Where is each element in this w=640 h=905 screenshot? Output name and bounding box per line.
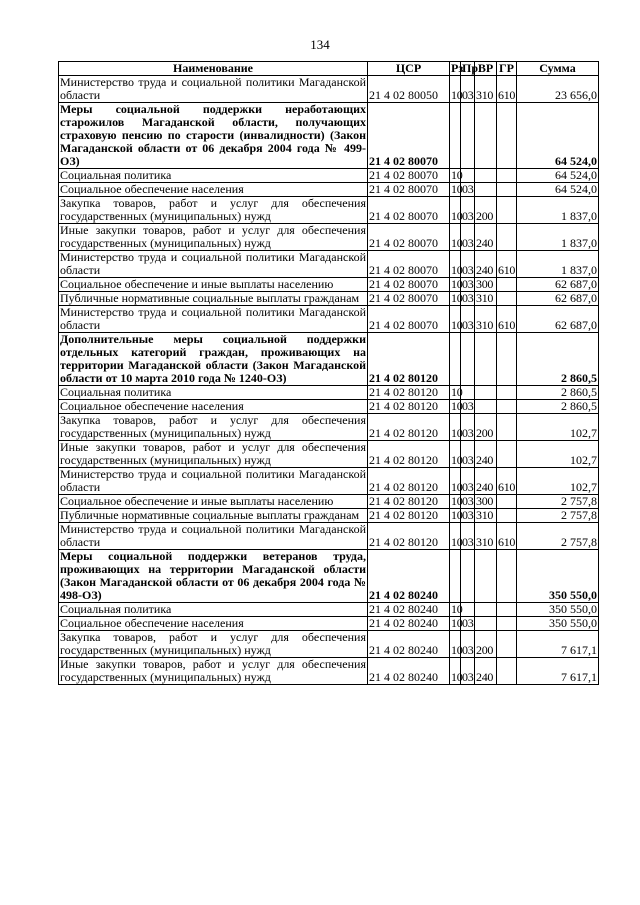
cell-vr: 310 (475, 509, 497, 523)
cell-csr: 21 4 02 80070 (368, 251, 450, 278)
cell-pr (461, 103, 475, 169)
cell-rz (450, 103, 461, 169)
cell-sum: 62 687,0 (517, 278, 599, 292)
cell-vr (475, 386, 497, 400)
header-gr: ГР (497, 62, 517, 76)
table-row (59, 617, 599, 631)
cell-vr: 310 (475, 292, 497, 306)
table-row (59, 658, 599, 685)
cell-pr (461, 169, 475, 183)
cell-vr (475, 550, 497, 603)
cell-gr (497, 103, 517, 169)
cell-gr (497, 509, 517, 523)
cell-gr: 610 (497, 76, 517, 103)
cell-name: Публичные нормативные социальные выплаты гражданам (59, 292, 368, 306)
cell-vr (475, 333, 497, 386)
cell-rz: 10 (451, 494, 463, 508)
cell-pr: 03 (461, 251, 475, 278)
cell-gr (497, 183, 517, 197)
cell-vr (475, 400, 497, 414)
cell-vr: 240 (475, 658, 497, 685)
cell-name: Социальная политика (59, 169, 368, 183)
cell-name: Иные закупки товаров, работ и услуг для обеспечения государственных (муниципальных) нужд (60, 223, 366, 250)
cell-name: Социальное обеспечение и иные выплаты населению (59, 278, 368, 292)
cell-sum: 102,7 (517, 441, 599, 468)
cell-gr (497, 658, 517, 685)
header-vr: ВР (475, 62, 497, 76)
cell-rz: 10 (450, 224, 461, 251)
cell-sum: 64 524,0 (517, 183, 599, 197)
cell-gr (497, 197, 517, 224)
cell-sum: 1 837,0 (517, 251, 599, 278)
cell-gr (497, 414, 517, 441)
cell-sum: 1 837,0 (517, 197, 599, 224)
cell-gr (497, 224, 517, 251)
cell-name: Социальное обеспечение населения (59, 617, 368, 631)
cell-pr: 03 (462, 291, 474, 305)
cell-pr: 03 (461, 631, 475, 658)
cell-name: Иные закупки товаров, работ и услуг для обеспечения государственных (муниципальных) нужд (60, 440, 366, 467)
cell-rz: 10 (451, 508, 463, 522)
cell-pr: 03 (462, 508, 474, 522)
table-row (59, 495, 599, 509)
cell-pr (461, 603, 475, 617)
cell-vr: 200 (475, 414, 497, 441)
cell-gr: 610 (497, 306, 517, 333)
cell-name: Публичные нормативные социальные выплаты гражданам (59, 509, 368, 523)
cell-rz: 10 (450, 197, 461, 224)
cell-vr (475, 169, 497, 183)
cell-sum: 350 550,0 (517, 550, 599, 603)
cell-rz: 10 (451, 277, 463, 291)
cell-csr: 21 4 02 80240 (368, 603, 450, 617)
cell-pr: 03 (462, 277, 474, 291)
cell-csr: 21 4 02 80070 (368, 292, 450, 306)
cell-vr: 200 (475, 631, 497, 658)
cell-name: Меры социальной поддержки ветеранов труда, проживающих на территории Магаданской области (Закон Магаданской области от 06 декабря 2004 года № 498-ОЗ) (60, 549, 366, 602)
cell-rz: 10 (450, 658, 461, 685)
cell-pr: 03 (462, 182, 474, 196)
table-row (59, 183, 599, 197)
cell-csr: 21 4 02 80070 (368, 103, 450, 169)
cell-vr: 240 (475, 468, 497, 495)
cell-gr (497, 386, 517, 400)
cell-gr (497, 400, 517, 414)
cell-csr: 21 4 02 80240 (368, 550, 450, 603)
cell-gr (497, 603, 517, 617)
cell-vr: 310 (475, 523, 497, 550)
cell-name: Социальное обеспечение населения (59, 183, 368, 197)
cell-pr: 03 (461, 76, 475, 103)
cell-name: Социальное обеспечение и иные выплаты населению (59, 495, 368, 509)
table-row (59, 292, 599, 306)
cell-rz: 10 (451, 602, 463, 616)
cell-pr: 03 (461, 441, 475, 468)
table-row (59, 197, 599, 224)
cell-rz: 10 (450, 414, 461, 441)
cell-name: Социальная политика (59, 603, 368, 617)
cell-sum: 2 757,8 (517, 523, 599, 550)
cell-csr: 21 4 02 80120 (368, 523, 450, 550)
header-pr: Пр (462, 61, 479, 75)
cell-sum: 102,7 (517, 414, 599, 441)
cell-sum: 2 757,8 (517, 495, 599, 509)
cell-gr (497, 292, 517, 306)
cell-gr (497, 631, 517, 658)
header-csr: ЦСР (368, 62, 450, 76)
cell-pr: 03 (462, 399, 474, 413)
cell-csr: 21 4 02 80240 (368, 617, 450, 631)
cell-vr: 310 (475, 76, 497, 103)
table-body (59, 76, 599, 685)
table-row (59, 603, 599, 617)
cell-vr (475, 603, 497, 617)
cell-gr: 610 (497, 523, 517, 550)
cell-gr (497, 441, 517, 468)
cell-gr: 610 (497, 251, 517, 278)
cell-rz: 10 (450, 76, 461, 103)
cell-sum: 350 550,0 (517, 617, 599, 631)
cell-rz: 10 (450, 441, 461, 468)
cell-vr: 300 (475, 495, 497, 509)
cell-gr (497, 495, 517, 509)
cell-name: Закупка товаров, работ и услуг для обеспечения государственных (муниципальных) нужд (60, 413, 366, 440)
cell-rz: 10 (450, 523, 461, 550)
table-row (59, 386, 599, 400)
table-row (59, 103, 599, 169)
table-row (59, 468, 599, 495)
cell-sum: 62 687,0 (517, 292, 599, 306)
cell-rz: 10 (450, 251, 461, 278)
cell-vr (475, 617, 497, 631)
cell-name: Министерство труда и социальной политики Магаданской области (60, 522, 366, 549)
header-sum: Сумма (517, 62, 599, 76)
cell-csr: 21 4 02 80070 (368, 306, 450, 333)
cell-name: Закупка товаров, работ и услуг для обеспечения государственных (муниципальных) нужд (60, 196, 366, 223)
table-row (59, 631, 599, 658)
cell-rz: 10 (451, 182, 463, 196)
table-header-row (59, 62, 599, 76)
cell-vr: 240 (475, 224, 497, 251)
table-row (59, 441, 599, 468)
cell-csr: 21 4 02 80120 (368, 441, 450, 468)
cell-vr: 240 (475, 441, 497, 468)
cell-sum: 23 656,0 (517, 76, 599, 103)
cell-csr: 21 4 02 80240 (368, 631, 450, 658)
cell-name: Дополнительные меры социальной поддержки отдельных категорий граждан, проживающих на территории Магаданской области (Закон Магаданской области от 10 марта 2010 года № 1240-ОЗ) (60, 332, 366, 385)
cell-rz: 10 (450, 468, 461, 495)
table-row (59, 278, 599, 292)
cell-vr: 240 (475, 251, 497, 278)
cell-pr: 03 (461, 197, 475, 224)
cell-rz: 10 (450, 631, 461, 658)
cell-sum: 1 837,0 (517, 224, 599, 251)
cell-csr: 21 4 02 80120 (368, 509, 450, 523)
table-row (59, 414, 599, 441)
cell-sum: 2 757,8 (517, 509, 599, 523)
cell-rz: 10 (451, 616, 463, 630)
table-row (59, 333, 599, 386)
cell-csr: 21 4 02 80120 (368, 414, 450, 441)
cell-pr: 03 (462, 616, 474, 630)
cell-pr (461, 550, 475, 603)
cell-sum: 102,7 (517, 468, 599, 495)
cell-csr: 21 4 02 80070 (368, 169, 450, 183)
cell-sum: 2 860,5 (517, 386, 599, 400)
cell-vr: 200 (475, 197, 497, 224)
cell-csr: 21 4 02 80070 (368, 278, 450, 292)
cell-name: Социальная политика (59, 386, 368, 400)
cell-sum: 64 524,0 (517, 169, 599, 183)
table-row (59, 306, 599, 333)
page-number: 134 (310, 37, 330, 52)
budget-table (58, 61, 599, 685)
cell-sum: 2 860,5 (517, 400, 599, 414)
cell-pr: 03 (461, 414, 475, 441)
cell-rz: 10 (450, 306, 461, 333)
header-rz: Рз (451, 61, 464, 75)
cell-gr (497, 550, 517, 603)
cell-name: Закупка товаров, работ и услуг для обеспечения государственных (муниципальных) нужд (60, 630, 366, 657)
cell-csr: 21 4 02 80240 (368, 658, 450, 685)
table-row (59, 169, 599, 183)
table-row (59, 76, 599, 103)
cell-pr (461, 333, 475, 386)
cell-csr: 21 4 02 80120 (368, 333, 450, 386)
cell-rz (450, 550, 461, 603)
cell-csr: 21 4 02 80070 (368, 183, 450, 197)
cell-csr: 21 4 02 80050 (368, 76, 450, 103)
cell-pr: 03 (461, 523, 475, 550)
cell-sum: 350 550,0 (517, 603, 599, 617)
cell-pr: 03 (462, 494, 474, 508)
cell-pr (461, 386, 475, 400)
cell-vr: 300 (475, 278, 497, 292)
cell-gr (497, 169, 517, 183)
cell-csr: 21 4 02 80120 (368, 468, 450, 495)
cell-name: Министерство труда и социальной политики Магаданской области (60, 467, 366, 494)
cell-gr: 610 (497, 468, 517, 495)
cell-rz: 10 (451, 168, 463, 182)
cell-name: Министерство труда и социальной политики Магаданской области (60, 75, 366, 102)
cell-sum: 62 687,0 (517, 306, 599, 333)
table-row (59, 523, 599, 550)
cell-name: Иные закупки товаров, работ и услуг для обеспечения государственных (муниципальных) нужд (60, 657, 366, 684)
cell-name: Социальное обеспечение населения (59, 400, 368, 414)
cell-csr: 21 4 02 80070 (368, 197, 450, 224)
cell-rz (450, 333, 461, 386)
cell-name: Меры социальной поддержки неработающих старожилов Магаданской области, получающих страховую пенсию по старости (инвалидности) (Закон Магаданской области от 06 декабря 2004 года № 499-ОЗ) (60, 102, 366, 168)
cell-pr: 03 (461, 306, 475, 333)
cell-gr (497, 278, 517, 292)
table-row (59, 550, 599, 603)
cell-sum: 7 617,1 (517, 631, 599, 658)
cell-sum: 64 524,0 (517, 103, 599, 169)
cell-rz: 10 (451, 291, 463, 305)
cell-name: Министерство труда и социальной политики Магаданской области (60, 305, 366, 332)
cell-vr (475, 183, 497, 197)
table-row (59, 509, 599, 523)
cell-name: Министерство труда и социальной политики Магаданской области (60, 250, 366, 277)
cell-sum: 2 860,5 (517, 333, 599, 386)
cell-csr: 21 4 02 80120 (368, 386, 450, 400)
table-row (59, 400, 599, 414)
cell-rz: 10 (451, 399, 463, 413)
cell-gr (497, 617, 517, 631)
header-name: Наименование (59, 62, 368, 76)
cell-pr: 03 (461, 224, 475, 251)
cell-rz: 10 (451, 385, 463, 399)
cell-vr: 310 (475, 306, 497, 333)
cell-gr (497, 333, 517, 386)
table-row (59, 251, 599, 278)
cell-csr: 21 4 02 80120 (368, 495, 450, 509)
cell-csr: 21 4 02 80070 (368, 224, 450, 251)
table-row (59, 224, 599, 251)
cell-sum: 7 617,1 (517, 658, 599, 685)
cell-pr: 03 (461, 468, 475, 495)
cell-pr: 03 (461, 658, 475, 685)
cell-csr: 21 4 02 80120 (368, 400, 450, 414)
cell-vr (475, 103, 497, 169)
